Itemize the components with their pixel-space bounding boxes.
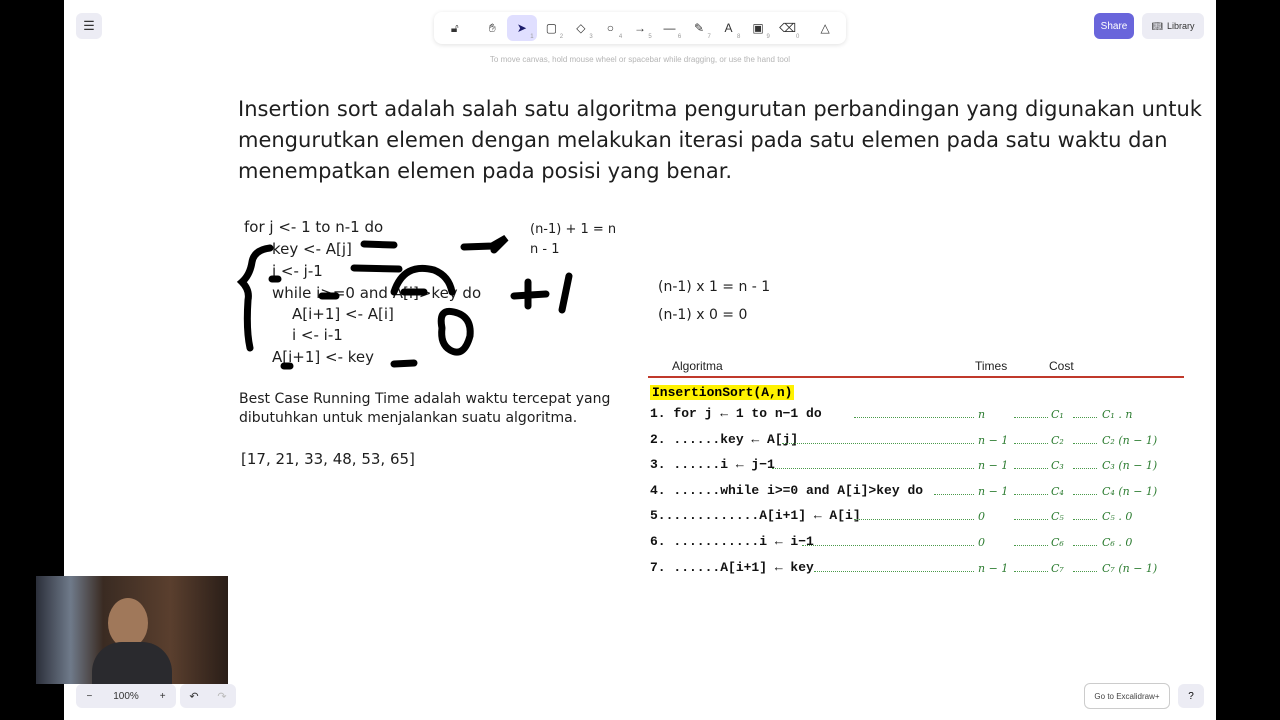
person-face <box>108 598 148 648</box>
eraser-icon: ⌫ <box>779 21 797 35</box>
row-cost: C₆ <box>1051 536 1064 549</box>
row-total: C₃ (n − 1) <box>1102 459 1158 473</box>
history-controls <box>180 684 236 708</box>
share-button[interactable]: Share <box>1094 13 1134 39</box>
zoom-out-button[interactable]: − <box>86 690 93 702</box>
dotted-leader <box>782 436 974 444</box>
help-button[interactable] <box>1178 684 1204 708</box>
row-times: n − 1 <box>978 433 1009 447</box>
calc-text[interactable]: n - 1 <box>530 242 560 257</box>
dotted-leader <box>854 512 974 520</box>
arrow-icon: → <box>633 21 646 35</box>
code-line[interactable]: i <- i-1 <box>292 326 343 344</box>
person-shirt <box>92 642 172 684</box>
dotted-leader <box>772 461 974 469</box>
calc-text[interactable]: (n-1) x 0 = 0 <box>658 307 748 323</box>
image-icon: ▣ <box>752 21 764 35</box>
row-times: n <box>978 408 986 421</box>
array-text[interactable]: [17, 21, 33, 48, 53, 65] <box>241 450 415 468</box>
dotted-leader <box>814 564 974 572</box>
row-code: 2. ......key ← A[j] <box>650 431 799 447</box>
goto-excalidraw-plus-button[interactable]: Go to Excalidraw+ <box>1084 683 1170 709</box>
row-times: n − 1 <box>978 561 1009 575</box>
hamburger-icon: ☰ <box>83 18 95 33</box>
dotted-leader <box>1073 564 1097 572</box>
dotted-leader <box>1014 410 1048 418</box>
row-times: 0 <box>978 536 985 549</box>
dotted-leader <box>1014 538 1048 546</box>
row-times: n − 1 <box>978 484 1009 498</box>
row-cost: C₇ <box>1051 561 1064 575</box>
text-icon: A <box>724 21 733 35</box>
row-total: C₂ (n − 1) <box>1102 433 1158 447</box>
row-code: 4. ......while i>=0 and A[i]>key do <box>650 482 924 498</box>
dotted-leader <box>1073 410 1097 418</box>
row-cost: C₁ <box>1051 408 1064 421</box>
dotted-leader <box>934 487 974 495</box>
undo-icon[interactable]: ↶ <box>189 690 199 703</box>
dotted-leader <box>1014 564 1048 572</box>
webcam-overlay <box>36 576 228 684</box>
code-line[interactable]: A[i+1] <- key <box>272 348 375 366</box>
row-code: 7. ......A[i+1] ← key <box>650 559 814 575</box>
calc-text[interactable]: (n-1) x 1 = n - 1 <box>658 279 771 295</box>
code-line[interactable]: while i>=0 and A[i]>key do <box>272 284 482 302</box>
tool-arrow[interactable]: → $_5$ <box>633 21 652 40</box>
library-button[interactable]: 📖︎ Library <box>1142 13 1204 39</box>
row-total: C₁ . n <box>1102 408 1133 421</box>
dotted-leader <box>1073 512 1097 520</box>
dotted-leader <box>1073 487 1097 495</box>
row-total: C₇ (n − 1) <box>1102 561 1158 575</box>
row-code: 1. for j ← 1 to n−1 do <box>650 406 822 421</box>
diamond-icon: ◇ <box>576 21 586 35</box>
zoom-level[interactable]: 100% <box>113 690 139 702</box>
dotted-leader <box>1073 436 1097 444</box>
help-icon: ? <box>1188 690 1194 702</box>
row-cost: C₃ <box>1051 459 1064 473</box>
canvas-hint: To move canvas, hold mouse wheel or spacebar while dragging, or use the hand tool <box>489 55 791 64</box>
row-cost: C₂ <box>1051 433 1064 447</box>
code-line[interactable]: for j <- 1 to n-1 do <box>244 218 384 236</box>
dotted-leader <box>1014 436 1048 444</box>
dotted-leader <box>854 410 974 418</box>
best-case-text[interactable]: Best Case Running Time adalah waktu tercepat yang dibutuhkan untuk menjalankan suatu algoritma. <box>239 391 611 426</box>
tool-eraser[interactable]: ⌫ $_0$ <box>779 21 800 40</box>
freehand-annotations[interactable] <box>64 0 1216 720</box>
line-icon: — <box>663 21 676 35</box>
row-total: C₅ . 0 <box>1102 510 1133 524</box>
dotted-leader <box>1014 512 1048 520</box>
ellipse-icon: ○ <box>606 21 615 35</box>
dotted-leader <box>1073 461 1097 469</box>
hand-icon: ✋︎ <box>488 20 496 35</box>
pencil-icon: ✎ <box>693 21 705 35</box>
zoom-in-button[interactable]: + <box>159 690 166 702</box>
tool-ellipse[interactable]: ○ $_4$ <box>606 21 623 40</box>
zoom-controls <box>76 684 176 708</box>
dotted-leader <box>1014 461 1048 469</box>
dotted-leader <box>1073 538 1097 546</box>
code-line[interactable]: A[i+1] <- A[i] <box>292 305 394 323</box>
rectangle-icon: ▢ <box>545 21 558 35</box>
row-times: 0 <box>978 510 985 524</box>
row-cost: C₅ <box>1051 510 1064 524</box>
shapes-icon: △ <box>820 21 830 35</box>
pointer-icon: ➤ <box>516 21 527 35</box>
redo-icon[interactable]: ↷ <box>217 690 227 703</box>
tool-rectangle[interactable]: ▢ $_2$ <box>545 21 564 40</box>
dotted-leader <box>1014 487 1048 495</box>
row-total: C₄ (n − 1) <box>1102 484 1158 498</box>
code-line[interactable]: i <- j-1 <box>272 262 323 280</box>
code-line[interactable]: key <- A[j] <box>272 240 352 258</box>
table-title: InsertionSort(A,n) <box>652 385 793 400</box>
row-code: 6. ...........i ← i−1 <box>650 534 814 549</box>
tool-image[interactable]: ▣ $_9$ <box>752 21 770 40</box>
tool-text[interactable]: A $_8$ <box>724 21 741 40</box>
dotted-leader <box>802 538 974 546</box>
lock-icon: 🔓︎ <box>450 20 459 35</box>
row-cost: C₄ <box>1051 484 1064 498</box>
row-times: n − 1 <box>978 459 1009 473</box>
tool-diamond[interactable]: ◇ $_3$ <box>576 21 593 40</box>
row-total: C₆ . 0 <box>1102 536 1133 549</box>
book-icon: 📖︎ <box>1151 20 1163 31</box>
tool-selection[interactable]: ➤ $_1$ <box>507 15 537 41</box>
drawing-canvas[interactable]: ☰ 🔓︎ ✋︎ ➤ $_1$ ▢ $_2$ ◇ $_3$ ○ $_4$ → $_5$ — $_6$ ✎ $_7$ A $_8$ ▣ $_9$ ⌫ $_0$ △ To move canvas, hold mouse wheel or spacebar while dragging, or use the hand tool Share 📖︎ Library Insertion sort adalah salah satu algoritma pengurutan perbandingan yang digunakan untuk mengurutkan elemen dengan melakukan iterasi pada satu elemen pada satu waktu dan menempatkan elemen pada posisi yang benar. for j <- 1 to n-1 do key <- A[j] i <- j-1 while i>=0 and A[i]>key do A[i+1] <- A[i] i <- i-1 A[i+1] <- key (n-1) + 1 = n n - 1 (n-1) x 1 = n - 1 (n-1) x 0 = 0 Best Case Running Time adalah waktu tercepat yang dibutuhkan untuk menjalankan suatu algoritma. [17, 21, 33, 48, 53, 65] Algoritma Times Cost InsertionSort(A,n) 1. for j ← 1 to n−1 do n C₁ C₁ . n 2. ......key ← A[j] n − 1 C₂ C₂ (n − 1) 3. ......i ← j−1 n − 1 C₃ C₃ (n − 1) 4. ......while i>=0 and A[i]>key do n − 1 C₄ C₄ (n − 1) 5.............A[i+1] ← A[i] 0 C₅ C₅ . 0 6. ...........i ← i−1 0 C₆ C₆ . 0 7. ......A[i+1] ← key n − 1 C₇ C₇ (n − 1) − 100% + ↶ ↷ Go to Excalidraw+ ? <box>64 0 1216 720</box>
tool-draw[interactable]: ✎ $_7$ <box>693 21 711 40</box>
calc-text[interactable]: (n-1) + 1 = n <box>530 222 617 237</box>
header-rule <box>648 376 1184 378</box>
row-code: 3. ......i ← j−1 <box>650 457 775 473</box>
intro-text[interactable]: Insertion sort adalah salah satu algoritma pengurutan perbandingan yang digunakan untuk mengurutkan elemen dengan melakukan iterasi pada satu elemen pada satu waktu dan menempatkan elemen pada posisi yang benar. <box>238 97 1202 183</box>
row-code: 5.............A[i+1] ← A[i] <box>650 508 861 524</box>
tool-line[interactable]: — $_6$ <box>663 21 682 40</box>
